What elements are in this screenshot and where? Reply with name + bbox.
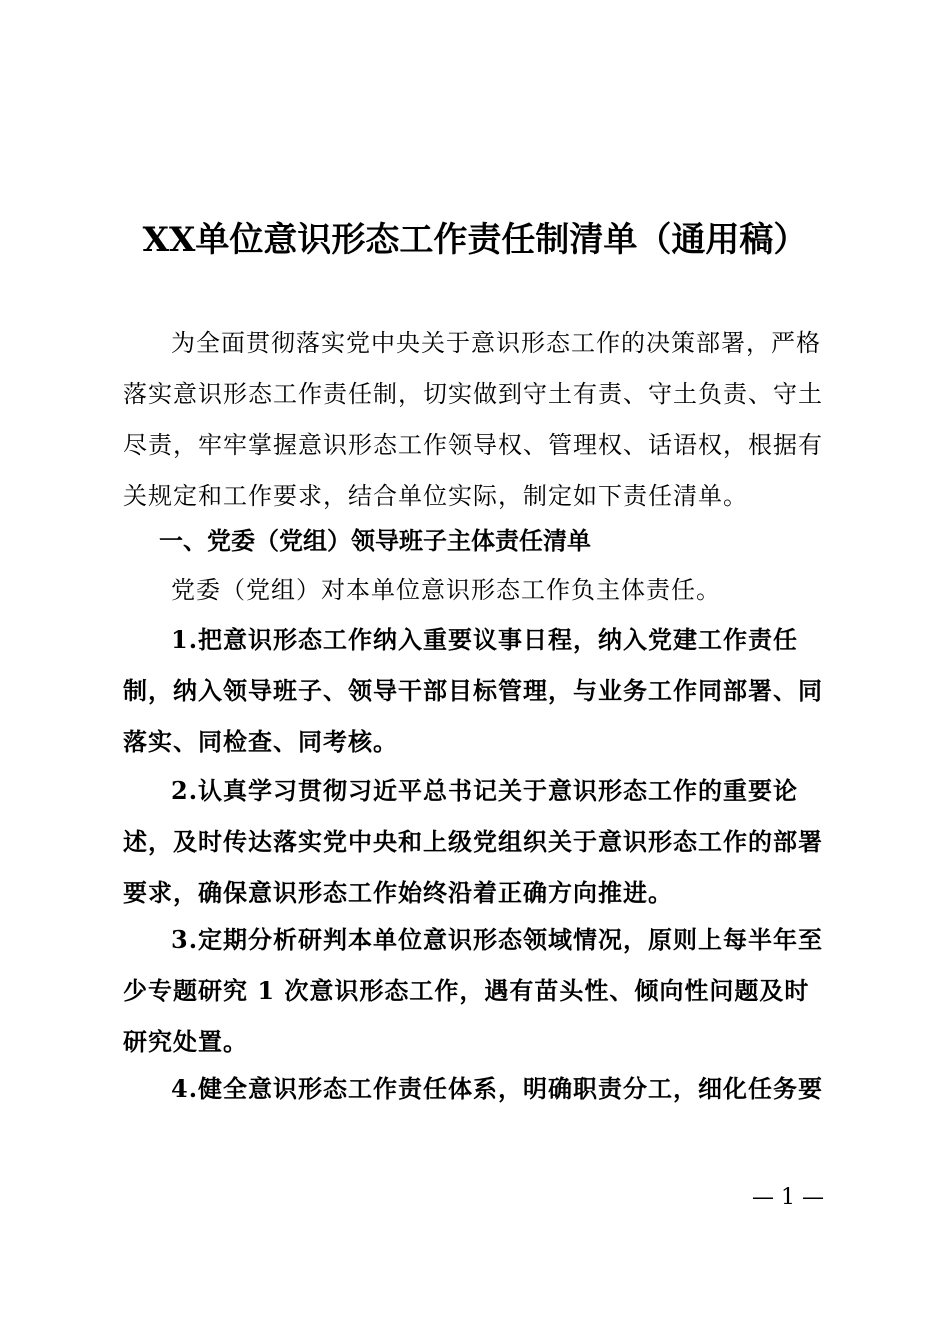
intro-paragraph: 为全面贯彻落实党中央关于意识形态工作的决策部署，严格落实意识形态工作责任制，切实做到守土有责、守土负责、守土尽责，牢牢掌握意识形态工作领导权、管理权、话语权，根据有关规定和工作要求，结合单位实际，制定如下责任清单。 [123,329,823,510]
list-item-1: 1.把意识形态工作纳入重要议事日程，纳入党建工作责任制，纳入领导班子、领导干部目标管理，与业务工作同部署、同落实、同检查、同考核。 [123,625,823,756]
list-item-3: 3.定期分析研判本单位意识形态领域情况，原则上每半年至少专题研究 1 次意识形态工作，遇有苗头性、倾向性问题及时研究处置。 [123,925,824,1056]
list-item-4: 4.健全意识形态工作责任体系，明确职责分工，细化任务要 [171,1074,824,1103]
document-title: XX单位意识形态工作责任制清单（通用稿） [142,220,808,260]
page-number: — 1 — [752,1185,824,1210]
section-heading: 一、党委（党组）领导班子主体责任清单 [159,527,591,555]
lead-paragraph: 党委（党组）对本单位意识形态工作负主体责任。 [171,576,721,604]
list-item-2: 2.认真学习贯彻习近平总书记关于意识形态工作的重要论述，及时传达落实党中央和上级党组织关于意识形态工作的部署要求，确保意识形态工作始终沿着正确方向推进。 [123,776,823,907]
